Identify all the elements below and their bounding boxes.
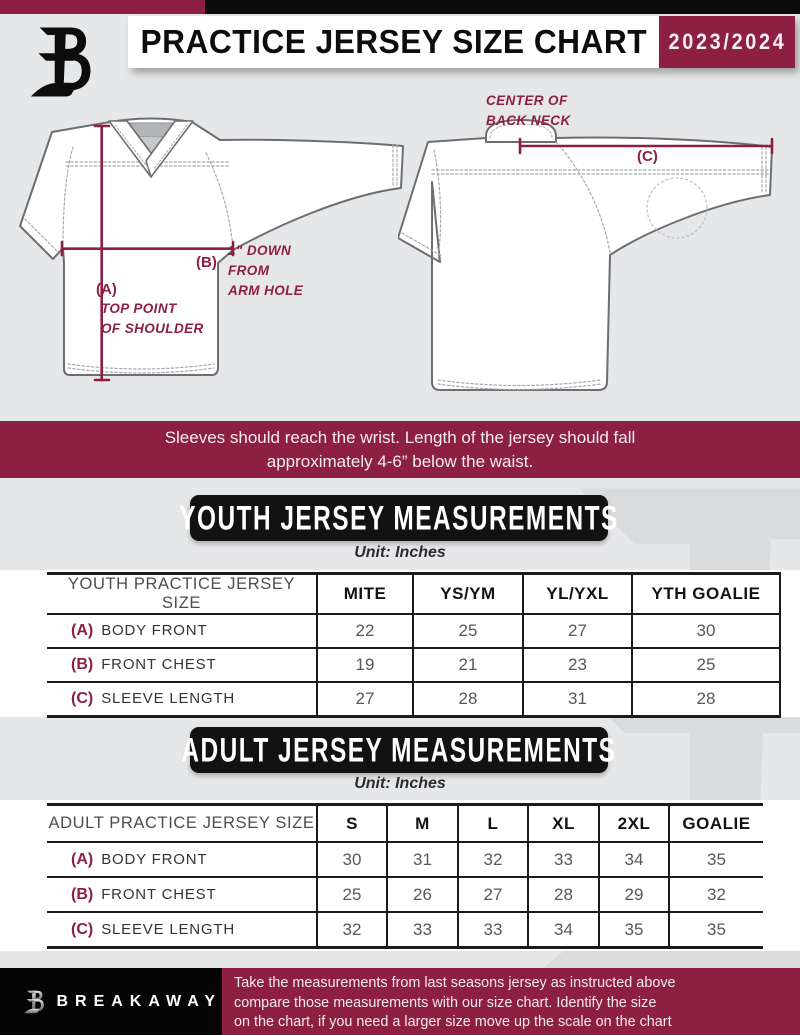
measure-key: (C) — [71, 920, 94, 938]
youth-row-label-front-chest — [47, 648, 317, 682]
cell-value: 25 — [317, 877, 387, 912]
footer-instructions-line1: Take the measurements from last seasons jersey as instructed above — [234, 975, 676, 991]
youth-section-header — [179, 495, 619, 541]
cell-value: 30 — [632, 614, 780, 648]
adult-size-table — [47, 803, 763, 949]
adult-size-column-title: ADULT PRACTICE JERSEY SIZE — [47, 805, 317, 843]
youth-col-mite: MITE — [317, 574, 413, 615]
cell-value: 25 — [413, 614, 523, 648]
youth-section-title: YOUTH JERSEY MEASUREMENTS — [179, 498, 619, 537]
adult-row-label-sleeve-length — [47, 912, 317, 948]
youth-table-header-row — [47, 574, 780, 615]
adult-row-label-front-chest — [47, 877, 317, 912]
measure-name: FRONT CHEST — [101, 885, 217, 903]
youth-row-label-sleeve-length — [47, 682, 317, 717]
page-title: PRACTICE JERSEY SIZE CHART — [140, 23, 647, 60]
label-a-caption — [101, 299, 204, 339]
fit-note-banner — [0, 421, 800, 478]
cell-value: 31 — [523, 682, 632, 717]
adult-col-s: S — [317, 805, 387, 843]
breakaway-logo-icon — [26, 25, 96, 99]
label-b-caption-line3: ARM HOLE — [228, 283, 304, 298]
cell-value: 33 — [528, 842, 599, 877]
adult-col-2xl: 2XL — [599, 805, 669, 843]
youth-unit-label: Unit: Inches — [354, 544, 446, 561]
fit-note-line2: approximately 4-6” below the waist. — [266, 452, 534, 471]
adult-section-title: ADULT JERSEY MEASUREMENTS — [181, 730, 617, 769]
label-a: (A) — [96, 281, 117, 298]
fit-note-line1: Sleeves should reach the wrist. Length of the jersey should fall — [164, 428, 636, 447]
cell-value: 23 — [523, 648, 632, 682]
youth-col-ysym: YS/YM — [413, 574, 523, 615]
cell-value: 32 — [669, 877, 763, 912]
season-label: 2023/2024 — [668, 29, 786, 54]
top-bar-accent — [0, 0, 205, 14]
table-row — [47, 682, 780, 717]
measure-key: (A) — [71, 622, 94, 639]
cell-value: 33 — [387, 912, 458, 948]
youth-row-label-body-front — [47, 614, 317, 648]
measure-key: (C) — [71, 690, 94, 707]
adult-table-header-row — [47, 805, 763, 843]
youth-size-column-title: YOUTH PRACTICE JERSEY SIZE — [47, 574, 317, 615]
table-row — [47, 842, 763, 877]
measure-name: SLEEVE LENGTH — [101, 690, 235, 707]
adult-section-header — [181, 727, 617, 773]
label-c-caption-line1: CENTER OF — [486, 93, 568, 108]
jersey-back-diagram — [398, 90, 800, 405]
footer-brand-panel — [0, 968, 222, 1035]
adult-col-goalie: GOALIE — [669, 805, 763, 843]
cell-value: 27 — [523, 614, 632, 648]
cell-value: 26 — [387, 877, 458, 912]
measure-name: BODY FRONT — [101, 850, 208, 868]
cell-value: 31 — [387, 842, 458, 877]
youth-size-table — [47, 572, 781, 718]
label-c-caption — [486, 91, 571, 131]
cell-value: 35 — [669, 912, 763, 948]
footer-instructions-line2: compare those measurements with our size chart. Identify the size — [234, 994, 657, 1011]
youth-col-ylyxl: YL/YXL — [523, 574, 632, 615]
cell-value: 27 — [317, 682, 413, 717]
cell-value: 32 — [317, 912, 387, 948]
label-b: (B) — [196, 254, 217, 271]
measure-key: (A) — [71, 850, 94, 868]
measure-name: BODY FRONT — [101, 622, 208, 639]
adult-col-xl: XL — [528, 805, 599, 843]
cell-value: 30 — [317, 842, 387, 877]
cell-value: 22 — [317, 614, 413, 648]
table-row — [47, 614, 780, 648]
adult-row-label-body-front — [47, 842, 317, 877]
cell-value: 28 — [632, 682, 780, 717]
measure-name: FRONT CHEST — [101, 656, 217, 673]
label-c: (C) — [637, 148, 658, 165]
adult-col-m: M — [387, 805, 458, 843]
cell-value: 19 — [317, 648, 413, 682]
label-a-caption-line2: OF SHOULDER — [101, 321, 204, 336]
label-c-caption-line2: BACK NECK — [486, 113, 571, 128]
brand-name: BREAKAWAY — [56, 992, 222, 1010]
measure-key: (B) — [71, 885, 94, 903]
adult-unit-label: Unit: Inches — [354, 775, 446, 792]
cell-value: 35 — [669, 842, 763, 877]
label-a-caption-line1: TOP POINT — [101, 301, 177, 316]
cell-value: 27 — [458, 877, 528, 912]
table-row — [47, 912, 763, 948]
season-badge — [659, 16, 795, 68]
cell-value: 28 — [528, 877, 599, 912]
cell-value: 21 — [413, 648, 523, 682]
label-b-caption-line1: 1" DOWN — [228, 243, 292, 258]
cell-value: 34 — [528, 912, 599, 948]
footer-instructions-line3: on the chart, if you need a larger size move up the scale on the chart — [234, 1014, 672, 1030]
cell-value: 34 — [599, 842, 669, 877]
label-b-caption-line2: FROM — [228, 263, 270, 278]
cell-value: 32 — [458, 842, 528, 877]
table-row — [47, 877, 763, 912]
youth-col-goalie: YTH GOALIE — [632, 574, 780, 615]
cell-value: 29 — [599, 877, 669, 912]
breakaway-footer-logo-icon — [24, 983, 44, 1021]
footer-instructions-panel — [222, 968, 800, 1035]
cell-value: 35 — [599, 912, 669, 948]
page-title-box — [128, 16, 659, 68]
measure-name: SLEEVE LENGTH — [101, 920, 235, 938]
label-b-caption — [228, 241, 303, 301]
measure-key: (B) — [71, 656, 94, 673]
cell-value: 28 — [413, 682, 523, 717]
adult-col-l: L — [458, 805, 528, 843]
table-row — [47, 648, 780, 682]
cell-value: 25 — [632, 648, 780, 682]
cell-value: 33 — [458, 912, 528, 948]
